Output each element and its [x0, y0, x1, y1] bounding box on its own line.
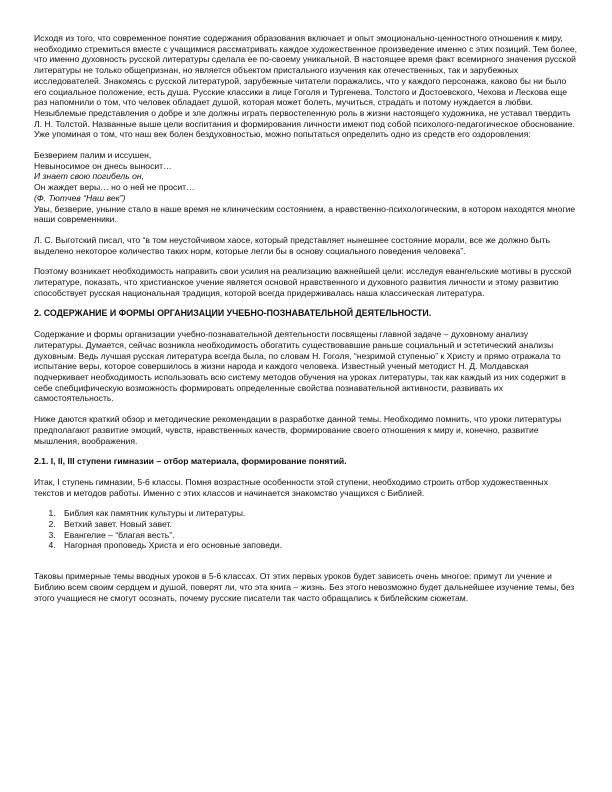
- section-paragraph: Содержание и формы организации учебно-познавательной деятельности посвящены главной задаче – духовному анализу литературы. Думается, сейчас возникла необходимость обогатить существовавшие раньше социальный и эстетический анализы духовным. Ведь лучшая русская литература всегда была, по словам Н. Гоголя, “незримой ступенью” к Христу и прямо отражала то испытание веры, которое совершилось в жизни народа и каждого человека. Известный ученый методист Н. Д. Молдавская подчеркивает необходимость использовать всю систему методов обучения на уроках литературы, так как каждый из них содержит в себе спебцифическую возможность формировать определенные свойства познавательной активности, развивать их самостоятельность.: [34, 329, 566, 404]
- topic-list: [34, 508, 578, 551]
- list-item: 4. Нагорная проповедь Христа и его основные заповеди.: [58, 540, 578, 551]
- subsection-heading: 2.1. I, II, III ступени гимназии – отбор материала, формирование понятий.: [34, 456, 347, 467]
- stage1-paragraph: Итак, I ступень гимназии, 5-6 классы. Помня возрастные особенности этой ступени, необходимо строить отбор художественных текстов и методов работы. Именно с этих классов и начинается знакомство учащихся с Библией.: [34, 476, 549, 498]
- poem-quote: [34, 150, 578, 204]
- document-page: [34, 33, 578, 613]
- list-item: 2. Ветхий завет. Новый завет.: [58, 519, 578, 530]
- list-item: 1. Библия как памятник культуры и литературы.: [58, 508, 578, 519]
- after-poem-paragraph: Увы, безверие, уныние стало в наше время не клиническим состоянием, а нравственно-психологическим, в котором находятся многие наши современники.: [34, 203, 576, 225]
- poem-line: И знает свою погибель он,: [34, 171, 144, 182]
- overview-paragraph: Ниже даются краткий обзор и методические рекомендации в разработке данной темы. Необходимо помнить, что уроки литературы предполагают развитие эмоций, чувств, нравственных качеств, формирование своего отношения к миру и, конечно, развитие мышления, воображения.: [34, 414, 562, 446]
- poem-line: Он жаждет веры… но о ней не просит…: [34, 182, 195, 193]
- intro-paragraph: Исходя из того, что современное понятие содержания образования включает и опыт эмоционально-ценностного отношения к миру, необходимо стремиться вместе с учащимися рассматривать каждое художественное произведение именно с этих позиций. Тем более, что именно духовность русской литературы сделала ее по-своему уникальной. В настоящее время факт всемирного значения русской литературы не только общепризнан, но является объектом пристального изучения как отечественных, так и зарубежных исследователей. Знакомясь с русской литературой, зарубежные читатели поражались, что у каждого персонажа, каково бы ни было его социальное положение, есть душа. Русские классики в лице Гоголя и Тургенева. Толстого и Достоевского, Чехова и Лескова еще раз напомнили о том, что человек обладает душой, которая может болеть, мучиться, страдать и потому нуждается в любви. Незыблемые представления о добре и зле должны играть первостепенную роль в жизни настоящего художника, не уставал твердить Л. Н. Толстой. Названные выше цели воспитания и формирования личности имеют под собой психолого-педагогическое обоснование. Уже упоминая о том, что наш век болен бездуховностью, можно попытаться определить одно из средств его оздоровления:: [34, 33, 578, 140]
- poem-line: Невыносимое он днесь выносит…: [34, 160, 172, 171]
- list-item: 3. Евангелие – “благая весть”.: [58, 530, 578, 541]
- poem-attribution: (Ф. Тютчев “Наш век”): [34, 192, 126, 203]
- section-heading: 2. СОДЕРЖАНИЕ И ФОРМЫ ОРГАНИЗАЦИИ УЧЕБНО-ПОЗНАВАТЕЛЬНОЙ ДЕЯТЕЛЬНОСТИ.: [34, 308, 432, 319]
- poem-line: Безверием палим и иссушен,: [34, 150, 152, 161]
- goal-paragraph: Поэтому возникает необходимость направить свои усилия на реализацию важнейшей цели: исследуя евангельские мотивы в русской литературе, показать, что христианское учение является основой нравственного и духовного развития личности и этому развитию способствует русская национальная традиция, которой всегда придерживалась наша классическая литература.: [34, 266, 572, 298]
- vygotsky-paragraph: Л. С. Выготский писал, что “в том неустойчивом хаосе, который представляет нынешнее состояние морали, все же должно быть выделено некоторое количество таких норм, которые легли бы в основу социального поведения человека”.: [34, 234, 551, 256]
- closing-paragraph: Таковы примерные темы вводных уроков в 5-6 классах. От этих первых уроков будет зависеть очень многое: примут ли учение и Библию всем своим сердцем и душой, поверят ли, что эта книга – жизнь. Без этого невозможно будет дальнейшее изучение темы, без этого учащиеся не смогут осознать, почему русские писатели так часто обращались к библейским сюжетам.: [34, 571, 575, 603]
